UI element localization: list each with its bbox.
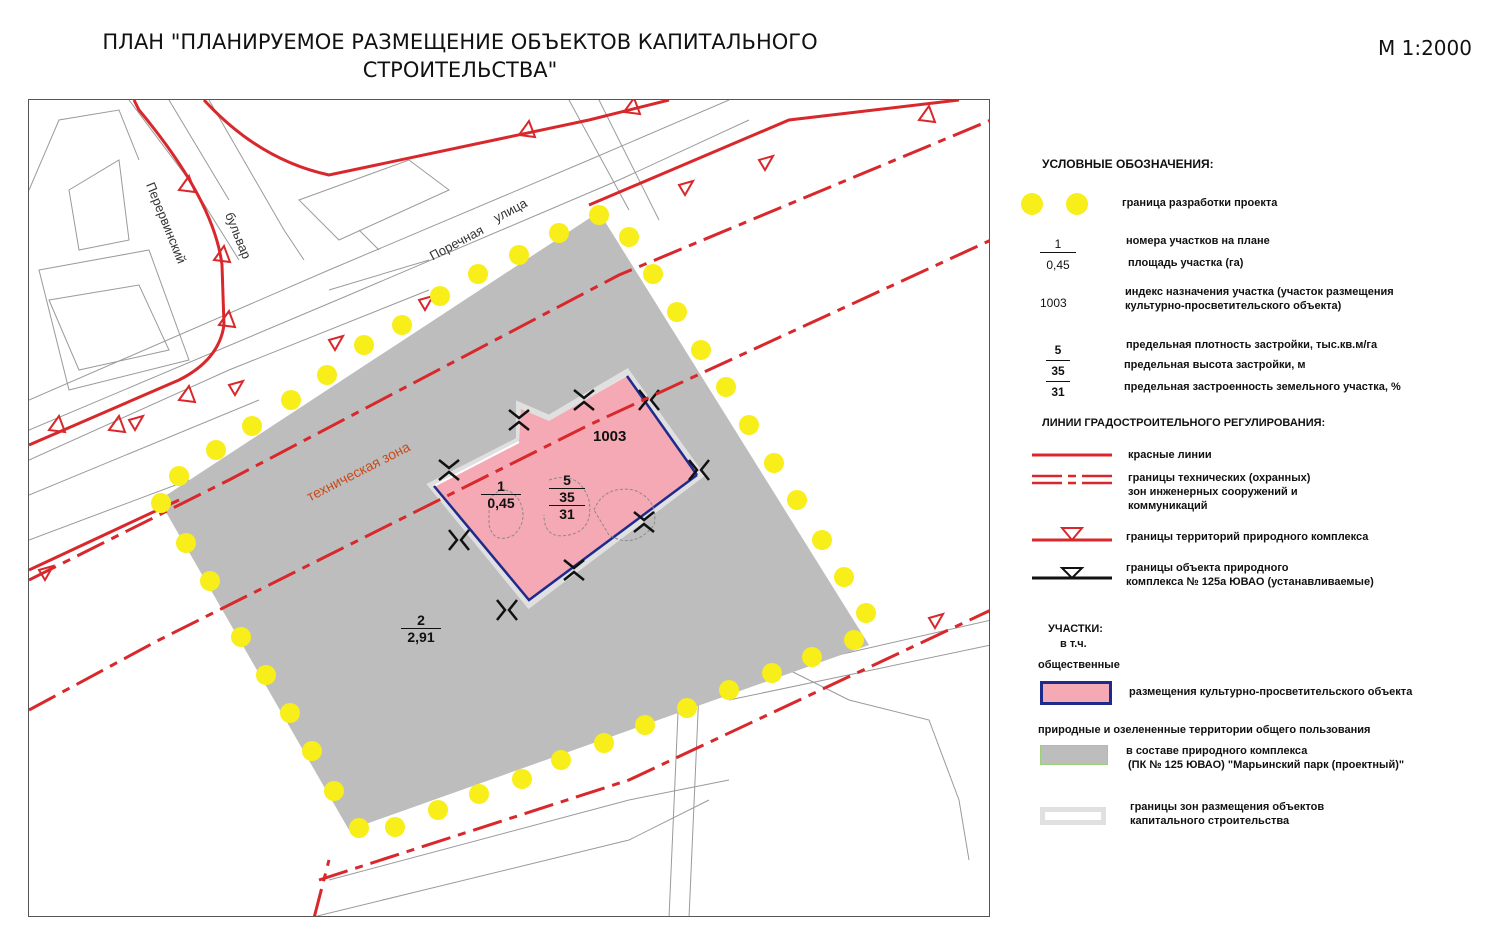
legend-density: предельная плотность застройки, тыс.кв.м/га: [1126, 339, 1378, 351]
legend-sample-density: 5: [1046, 340, 1070, 361]
nature-object-symbol: [1032, 564, 1114, 584]
legend-sample-height: 35: [1046, 361, 1070, 382]
legend-plots-heading: УЧАСТКИ:: [1048, 623, 1103, 635]
legend-tech-zones-1: границы технических (охранных): [1128, 472, 1311, 484]
legend-tech-zones-2: зон инженерных сооружений и: [1128, 486, 1298, 498]
legend-index-desc-2: культурно-просветительского объекта): [1125, 300, 1342, 312]
parcel-2-area: 2,91: [407, 629, 435, 645]
capital-zone-symbol: [1040, 807, 1106, 825]
legend-nature-object-2: комплекса № 125а ЮВАО (устанавливаемые): [1126, 576, 1374, 588]
legend-heading: УСЛОВНЫЕ ОБОЗНАЧЕНИЯ:: [1042, 157, 1214, 171]
legend-sample-params: [1046, 340, 1070, 402]
legend-sample-index: 1003: [1040, 296, 1067, 310]
legend-public: общественные: [1038, 659, 1120, 671]
scale-label: М 1:2000: [1378, 36, 1472, 60]
nature-territory-symbol: [1032, 524, 1114, 544]
legend-nature-object-1: границы объекта природного: [1126, 562, 1289, 574]
parcel-1-number: 1: [481, 478, 521, 495]
legend-green-heading: природные и озелененные территории общего пользования: [1038, 724, 1371, 736]
project-boundary-symbol: [1020, 192, 1100, 216]
legend-cultural: размещения культурно-просветительского объекта: [1129, 686, 1413, 698]
legend-tech-zones-3: коммуникаций: [1128, 500, 1208, 512]
legend-plot-area: площадь участка (га): [1128, 257, 1244, 269]
legend-plot-numbers: номера участков на плане: [1126, 235, 1270, 247]
parcel-1-index: 1003: [593, 428, 627, 445]
legend-park-1: в составе природного комплекса: [1126, 745, 1308, 757]
legend-sample-coverage: 31: [1051, 385, 1065, 399]
map-title: [60, 28, 860, 84]
legend-red-lines: красные линии: [1128, 449, 1212, 461]
title-line-2: СТРОИТЕЛЬСТВА": [362, 58, 558, 82]
legend-park-2: (ПК № 125 ЮВАО) "Марьинский парк (проектный)": [1128, 759, 1405, 771]
street-label-porechnaya-2: улица: [491, 195, 530, 226]
red-line-symbol: [1032, 448, 1114, 462]
park-symbol: [1040, 745, 1108, 765]
parcel-2-number: 2: [401, 612, 441, 629]
parcel-1-height: 35: [549, 489, 585, 506]
parcel-1-area: 0,45: [487, 495, 515, 511]
tech-zone-label: техническая зона: [304, 438, 413, 505]
legend-sample-area: 0,45: [1046, 258, 1070, 272]
legend-project-boundary: граница разработки проекта: [1122, 197, 1278, 209]
parcel-1-params: [549, 472, 585, 522]
title-line-1: ПЛАН "ПЛАНИРУЕМОЕ РАЗМЕЩЕНИЕ ОБЪЕКТОВ КАПИТАЛЬНОГО: [102, 30, 818, 54]
legend-sample-number: 1: [1040, 236, 1076, 253]
legend-sample-fraction: [1040, 236, 1076, 273]
legend: [1020, 0, 1490, 938]
legend-height: предельная высота застройки, м: [1124, 359, 1306, 371]
parcel-1-coverage: 31: [559, 506, 575, 522]
legend-coverage: предельная застроенность земельного участка, %: [1124, 381, 1401, 393]
legend-reg-heading: ЛИНИИ ГРАДОСТРОИТЕЛЬНОГО РЕГУЛИРОВАНИЯ:: [1042, 417, 1326, 429]
parcel-1-fraction: [481, 478, 521, 511]
legend-nature-territory: границы территорий природного комплекса: [1126, 531, 1369, 543]
map-area: [28, 99, 990, 917]
cultural-symbol: [1040, 681, 1112, 705]
parcel-1-density: 5: [549, 472, 585, 489]
legend-incl: в т.ч.: [1060, 638, 1087, 650]
street-label-boulevard-2: бульвар: [222, 210, 255, 262]
street-label-porechnaya-1: Поречная: [427, 222, 486, 264]
parcel-2-fraction: [401, 612, 441, 645]
tech-zone-symbol: [1032, 472, 1114, 488]
legend-capital-1: границы зон размещения объектов: [1130, 801, 1325, 813]
legend-index-desc-1: индекс назначения участка (участок размещения: [1125, 286, 1394, 298]
legend-capital-2: капитального строительства: [1130, 815, 1290, 827]
street-label-boulevard-1: Перервинский: [143, 180, 190, 266]
